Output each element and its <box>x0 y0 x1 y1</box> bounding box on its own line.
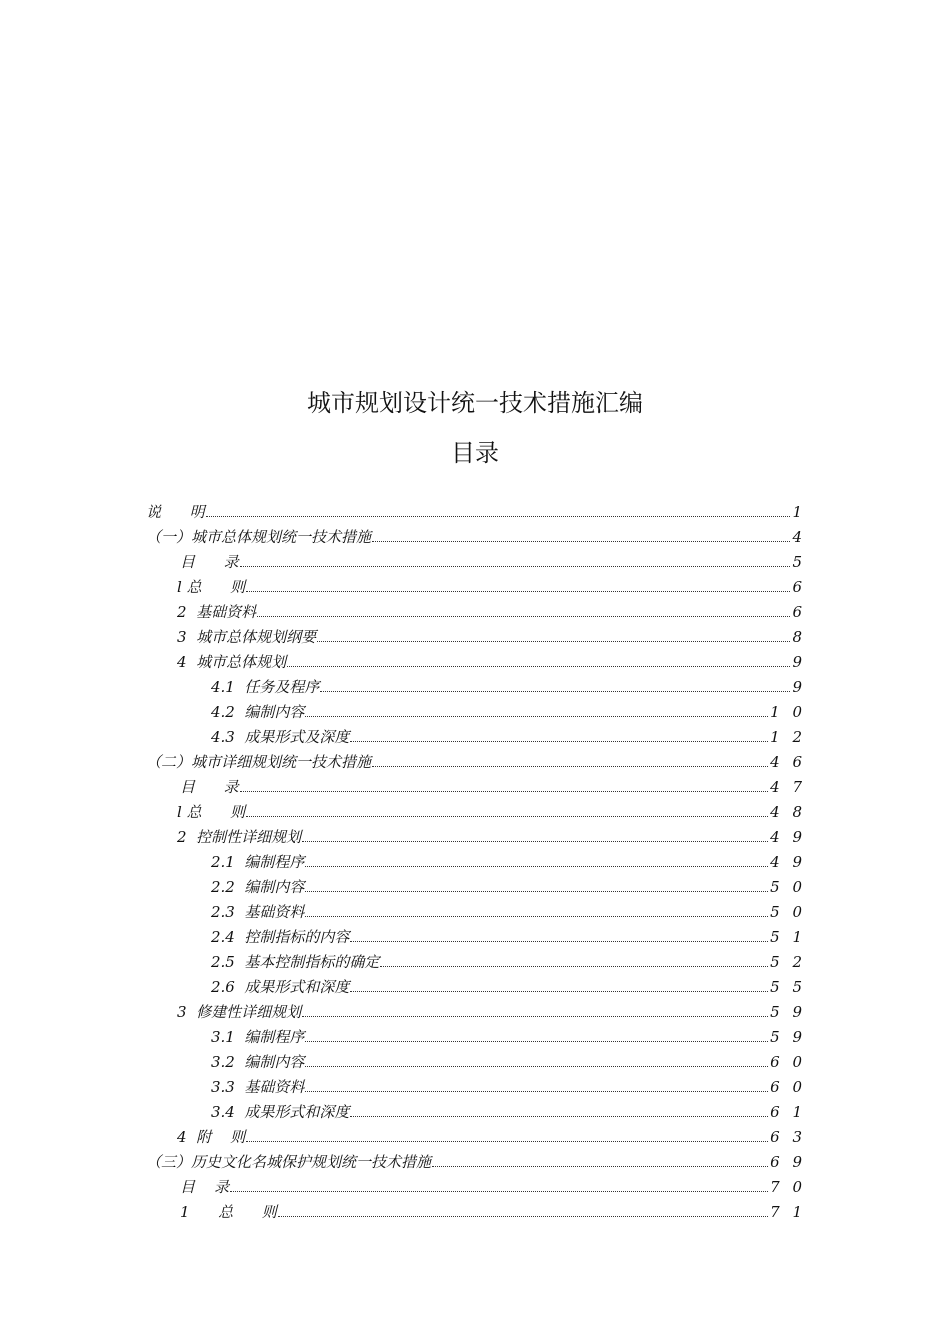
toc-entry[interactable] <box>211 1075 806 1097</box>
document-title: 城市规划设计统一技术措施汇编 <box>307 389 643 417</box>
toc-page-number: 5 9 <box>770 1028 806 1046</box>
toc-entry-label: l 总 则 <box>177 578 246 596</box>
toc-page-number: 6 1 <box>770 1103 806 1121</box>
toc-entry-part-3[interactable] <box>146 1150 806 1172</box>
toc-entry[interactable] <box>177 825 806 847</box>
toc-page-number: 5 1 <box>770 928 806 946</box>
toc-page-number: 5 2 <box>770 953 806 971</box>
toc-entry[interactable] <box>211 700 806 722</box>
toc-entry[interactable] <box>177 800 806 822</box>
toc-entry-label: 4 附 则 <box>177 1128 246 1146</box>
toc-dot-leader <box>305 915 768 917</box>
toc-page-number: 6 <box>792 578 806 596</box>
toc-dot-leader <box>230 1190 768 1192</box>
toc-dot-leader <box>257 615 790 617</box>
toc-entry-label: （三）历史文化名城保护规划统一技术措施 <box>146 1153 432 1171</box>
toc-page-number: 5 9 <box>770 1003 806 1021</box>
toc-entry-label: 4.2 编制内容 <box>211 703 305 721</box>
toc-entry-label: 2.6 成果形式和深度 <box>211 978 350 996</box>
toc-entry-part-1[interactable] <box>146 525 806 547</box>
toc-entry[interactable] <box>177 575 806 597</box>
toc-page-number: 5 0 <box>770 878 806 896</box>
toc-page-number: 7 1 <box>770 1203 806 1221</box>
toc-dot-leader <box>278 1215 768 1217</box>
toc-dot-leader <box>305 890 768 892</box>
toc-entry[interactable] <box>180 550 806 572</box>
toc-entry-label: 4.3 成果形式及深度 <box>211 728 350 746</box>
toc-entry-label: 3 修建性详细规划 <box>177 1003 302 1021</box>
toc-dot-leader <box>240 565 791 567</box>
toc-entry[interactable] <box>211 1100 806 1122</box>
toc-dot-leader <box>372 765 768 767</box>
toc-entry-label: 3.1 编制程序 <box>211 1028 305 1046</box>
toc-entry-label: 2.3 基础资料 <box>211 903 305 921</box>
toc-page-number: 4 8 <box>770 803 806 821</box>
toc-entry-label: 3.3 基础资料 <box>211 1078 305 1096</box>
toc-dot-leader <box>302 840 768 842</box>
toc-entry-label: 目 录 <box>180 778 239 796</box>
toc-entry-label: 4.1 任务及程序 <box>211 678 320 696</box>
toc-entry-label: 2 控制性详细规划 <box>177 828 302 846</box>
toc-page-number: 5 <box>792 553 806 571</box>
toc-dot-leader <box>246 1140 768 1142</box>
toc-entry[interactable] <box>211 900 806 922</box>
toc-entry-label: 2.5 基本控制指标的确定 <box>211 953 380 971</box>
toc-page-number: 5 5 <box>770 978 806 996</box>
toc-entry-label: （二）城市详细规划统一技术措施 <box>146 753 372 771</box>
toc-entry[interactable] <box>177 1125 806 1147</box>
toc-page-number: 7 0 <box>770 1178 806 1196</box>
toc-entry[interactable] <box>180 1175 806 1197</box>
toc-entry-label: 说 明 <box>146 503 205 521</box>
toc-entry[interactable] <box>180 775 806 797</box>
toc-entry-label: 目 录 <box>180 1178 230 1196</box>
toc-entry-label: 3.4 成果形式和深度 <box>211 1103 350 1121</box>
toc-page-number: 6 0 <box>770 1053 806 1071</box>
toc-dot-leader <box>305 715 768 717</box>
toc-page-number: 1 <box>792 503 806 521</box>
toc-entry[interactable] <box>177 650 806 672</box>
toc-dot-leader <box>305 1090 768 1092</box>
toc-entry[interactable] <box>211 725 806 747</box>
toc-dot-leader <box>432 1165 768 1167</box>
toc-page-number: 4 <box>792 528 806 546</box>
toc-dot-leader <box>350 940 768 942</box>
toc-dot-leader <box>350 990 768 992</box>
toc-dot-leader <box>305 1040 768 1042</box>
toc-dot-leader <box>350 1115 768 1117</box>
toc-dot-leader <box>320 690 790 692</box>
toc-entry[interactable] <box>211 925 806 947</box>
toc-entry[interactable] <box>177 625 806 647</box>
toc-page-number: 4 9 <box>770 828 806 846</box>
toc-entry-label: 2 基础资料 <box>177 603 257 621</box>
toc-dot-leader <box>206 515 791 517</box>
toc-page-number: 6 9 <box>770 1153 806 1171</box>
toc-page-number: 4 9 <box>770 853 806 871</box>
toc-entry[interactable] <box>211 850 806 872</box>
toc-page-number: 6 0 <box>770 1078 806 1096</box>
toc-heading: 目录 <box>451 439 499 467</box>
toc-dot-leader <box>305 865 768 867</box>
toc-dot-leader <box>350 740 768 742</box>
toc-dot-leader <box>246 590 790 592</box>
toc-entry-label: 2.2 编制内容 <box>211 878 305 896</box>
toc-entry-label: 3.2 编制内容 <box>211 1053 305 1071</box>
toc-entry-label: 4 城市总体规划 <box>177 653 287 671</box>
toc-dot-leader <box>287 665 790 667</box>
toc-page-number: 1 0 <box>770 703 806 721</box>
toc-entry-part-2[interactable] <box>146 750 806 772</box>
toc-page-number: 4 6 <box>770 753 806 771</box>
toc-entry[interactable] <box>211 1050 806 1072</box>
toc-entry[interactable] <box>177 1000 806 1022</box>
toc-page-number: 4 7 <box>770 778 806 796</box>
toc-entry-label: 2.4 控制指标的内容 <box>211 928 350 946</box>
toc-entry[interactable] <box>180 1200 806 1222</box>
toc-entry-label: 1 总 则 <box>180 1203 277 1221</box>
toc-entry-label: 目 录 <box>180 553 239 571</box>
toc-page-number: 9 <box>792 653 806 671</box>
toc-dot-leader <box>305 1065 768 1067</box>
toc-page-number: 5 0 <box>770 903 806 921</box>
toc-page-number: 8 <box>792 628 806 646</box>
toc-entry[interactable] <box>211 1025 806 1047</box>
toc-entry-label: （一）城市总体规划统一技术措施 <box>146 528 372 546</box>
toc-page-number: 6 <box>792 603 806 621</box>
toc-dot-leader <box>302 1015 768 1017</box>
toc-page-number: 6 3 <box>770 1128 806 1146</box>
toc-entry[interactable] <box>211 950 806 972</box>
toc-page-number: 1 2 <box>770 728 806 746</box>
toc-entry[interactable] <box>211 975 806 997</box>
toc-dot-leader <box>240 790 769 792</box>
toc-entry[interactable] <box>211 675 806 697</box>
toc-entry-label: 3 城市总体规划纲要 <box>177 628 317 646</box>
toc-entry-label: 2.1 编制程序 <box>211 853 305 871</box>
toc-dot-leader <box>317 640 790 642</box>
toc-entry[interactable] <box>177 600 806 622</box>
toc-dot-leader <box>380 965 768 967</box>
toc-entry[interactable] <box>211 875 806 897</box>
toc-dot-leader <box>246 815 768 817</box>
toc-dot-leader <box>372 540 790 542</box>
toc-entry-label: l 总 则 <box>177 803 246 821</box>
toc-page-number: 9 <box>792 678 806 696</box>
toc-entry-preface[interactable] <box>146 500 806 522</box>
